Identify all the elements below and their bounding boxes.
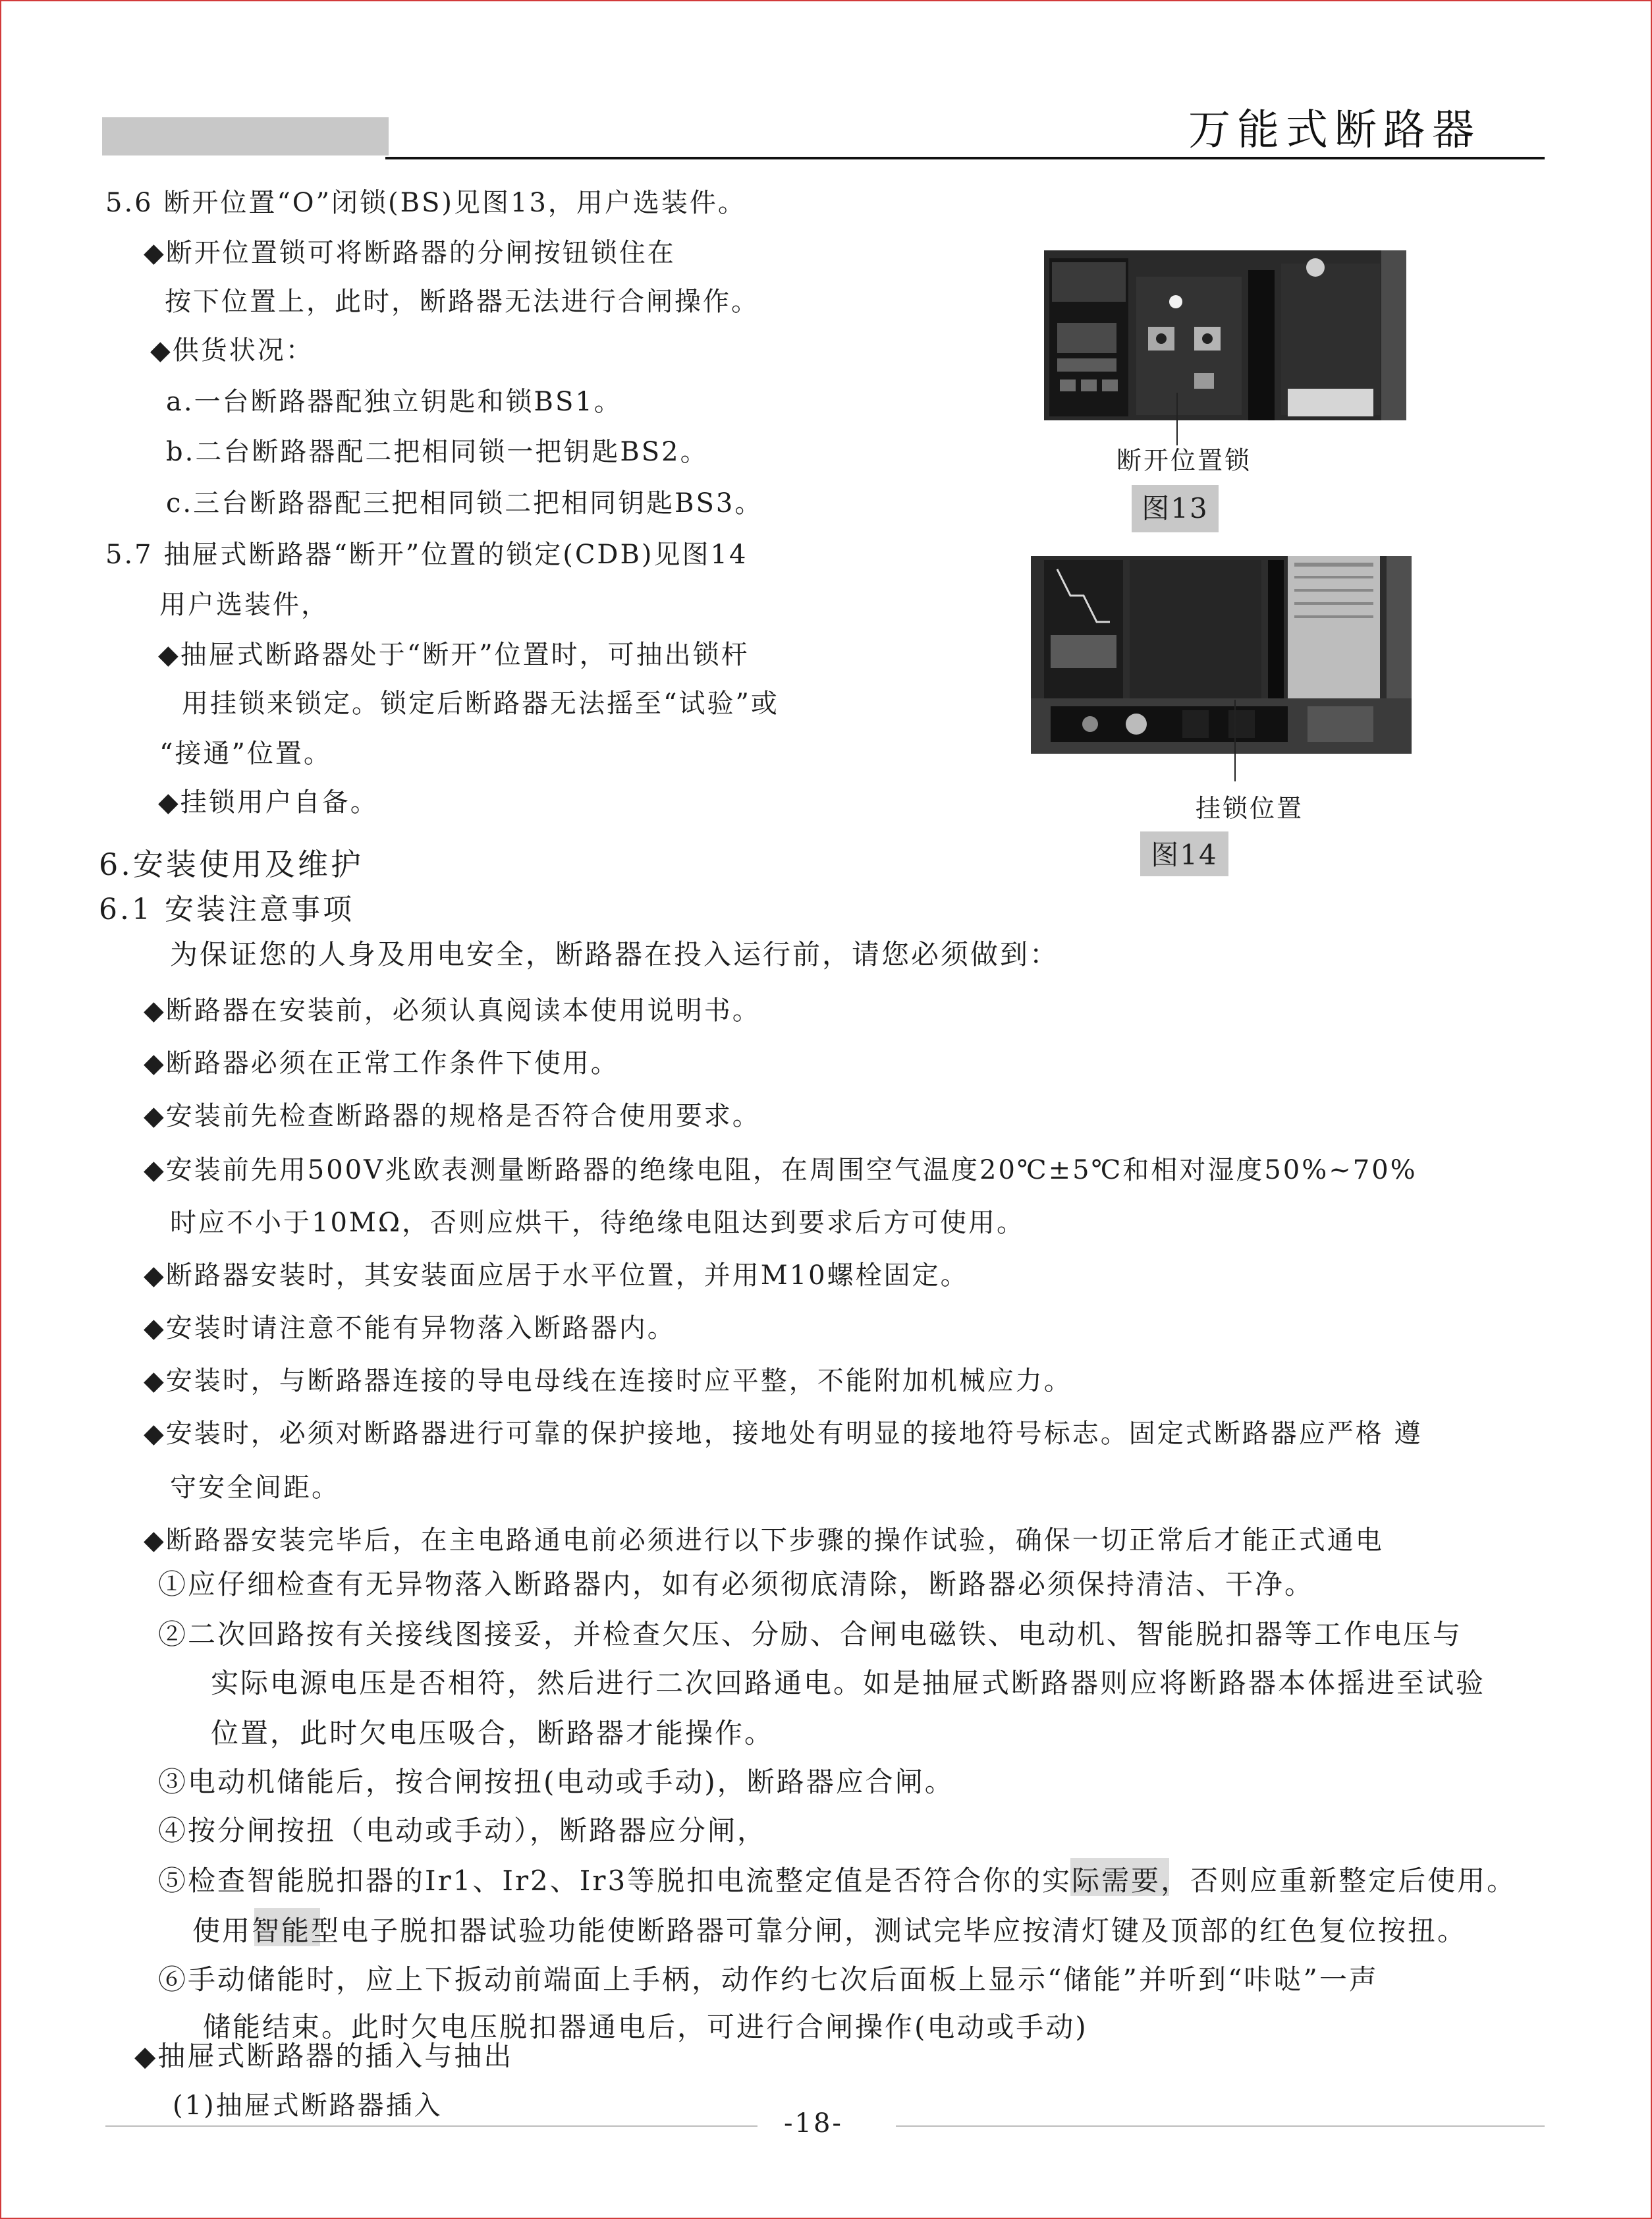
section-6-1-heading: 6.1 安装注意事项 (99, 893, 354, 926)
section-5-7-line: ◆挂锁用户自备。 (158, 787, 379, 818)
fig14-callout-line (1234, 700, 1236, 781)
section-5-6-line: c.三台断路器配三把相同锁二把相同钥匙BS3。 (166, 488, 763, 519)
step-item: ②二次回路按有关接线图接妥，并检查欠压、分励、合闸电磁铁、电动机、智能脱扣器等工作电压与 (158, 1618, 1463, 1650)
step-item: ③电动机储能后，按合闸按扭(电动或手动)，断路器应合闸。 (158, 1766, 954, 1798)
section-5-6-line: ◆断开位置锁可将断路器的分闸按钮锁住在 (144, 238, 676, 268)
fig14-label: 图14 (1140, 831, 1228, 876)
bullet-item: ◆安装时，与断路器连接的导电母线在连接时应平整，不能附加机械应力。 (144, 1366, 1072, 1396)
bullet-item: ◆抽屉式断路器的插入与抽出 (134, 2040, 514, 2072)
section-5-7-line: 用户选装件， (159, 590, 329, 620)
bullet-item: ◆安装时请注意不能有异物落入断路器内。 (144, 1313, 676, 1343)
header-rule (385, 157, 1545, 159)
step-item: ①应仔细检查有无异物落入断路器内，如有必须彻底清除，断路器必须保持清洁、干净。 (158, 1568, 1315, 1600)
header-gray-bar (102, 117, 389, 155)
bullet-item: ◆安装时，必须对断路器进行可靠的保护接地，接地处有明显的接地符号标志。固定式断路器应严格 遵 (144, 1418, 1423, 1449)
bullet-item-cont: 时应不小于10MΩ，否则应烘干，待绝缘电阻达到要求后方可使用。 (170, 1208, 1026, 1238)
section-5-6-line: ◆供货状况： (150, 335, 314, 366)
section-6-heading: 6.安装使用及维护 (99, 847, 364, 882)
bullet-item-cont: 守安全间距。 (170, 1473, 340, 1503)
step-item-cont: 使用智能型电子脱扣器试验功能使断路器可靠分闸，测试完毕应按清灯键及顶部的红色复位按扭。 (192, 1915, 1468, 1947)
fig13-photo (1044, 250, 1406, 420)
fig14-photo (1031, 556, 1412, 754)
fig13-label: 图13 (1132, 485, 1219, 532)
sub-item: (1)抽屉式断路器插入 (173, 2091, 443, 2121)
bullet-item: ◆断路器安装时，其安装面应居于水平位置，并用M10螺栓固定。 (144, 1260, 969, 1291)
step-item: ⑥手动储能时，应上下扳动前端面上手柄，动作约七次后面板上显示“储能”并听到“咔哒”一声 (158, 1963, 1379, 1996)
fig14-callout: 挂锁位置 (1196, 794, 1304, 823)
fig13-callout-line (1176, 393, 1178, 445)
section-5-7-line: “接通”位置。 (159, 739, 332, 769)
section-5-7-line: ◆抽屉式断路器处于“断开”位置时，可抽出锁杆 (158, 640, 750, 670)
section-5-6-heading: 5.6 断开位置“O”闭锁(BS)见图13，用户选装件。 (105, 188, 746, 218)
bullet-item: ◆断路器在安装前，必须认真阅读本使用说明书。 (144, 996, 761, 1026)
step-item: ⑤检查智能脱扣器的Ir1、Ir2、Ir3等脱扣电流整定值是否符合你的实际需要，否则应重新整定后使用。 (158, 1865, 1517, 1897)
bullet-item: ◆断路器必须在正常工作条件下使用。 (144, 1048, 619, 1079)
page-number: -18- (784, 2108, 843, 2139)
footer-rule-left (105, 2125, 757, 2127)
section-5-7-line: 用挂锁来锁定。锁定后断路器无法摇至“试验”或 (182, 688, 779, 719)
section-5-6-line: b.二台断路器配二把相同锁一把钥匙BS2。 (166, 437, 709, 467)
header-title: 万能式断路器 (1188, 106, 1481, 155)
step-item-cont: 位置，此时欠电压吸合，断路器才能操作。 (211, 1717, 775, 1749)
step-item-cont: 实际电源电压是否相符，然后进行二次回路通电。如是抽屉式断路器则应将断路器本体摇进至试验 (211, 1667, 1486, 1699)
section-6-intro: 为保证您的人身及用电安全，断路器在投入运行前，请您必须做到： (170, 938, 1060, 970)
step-item: ④按分闸按扭（电动或手动），断路器应分闸， (158, 1814, 767, 1847)
step-item-cont: 储能结束。此时欠电压脱扣器通电后，可进行合闸操作(电动或手动) (203, 2011, 1088, 2043)
section-5-6-line: a.一台断路器配独立钥匙和锁BS1。 (166, 387, 622, 417)
bullet-item: ◆安装前先检查断路器的规格是否符合使用要求。 (144, 1101, 761, 1131)
bullet-item: ◆断路器安装完毕后，在主电路通电前必须进行以下步骤的操作试验，确保一切正常后才能正式通电 (144, 1525, 1384, 1556)
bullet-item: ◆安装前先用500V兆欧表测量断路器的绝缘电阻，在周围空气温度20℃±5℃和相对湿度50%~70% (144, 1155, 1418, 1185)
fig13-callout: 断开位置锁 (1116, 446, 1252, 475)
section-5-7-heading: 5.7 抽屉式断路器“断开”位置的锁定(CDB)见图14 (105, 540, 748, 570)
section-5-6-line: 按下位置上，此时，断路器无法进行合闸操作。 (165, 287, 759, 317)
footer-rule-right (896, 2125, 1545, 2127)
